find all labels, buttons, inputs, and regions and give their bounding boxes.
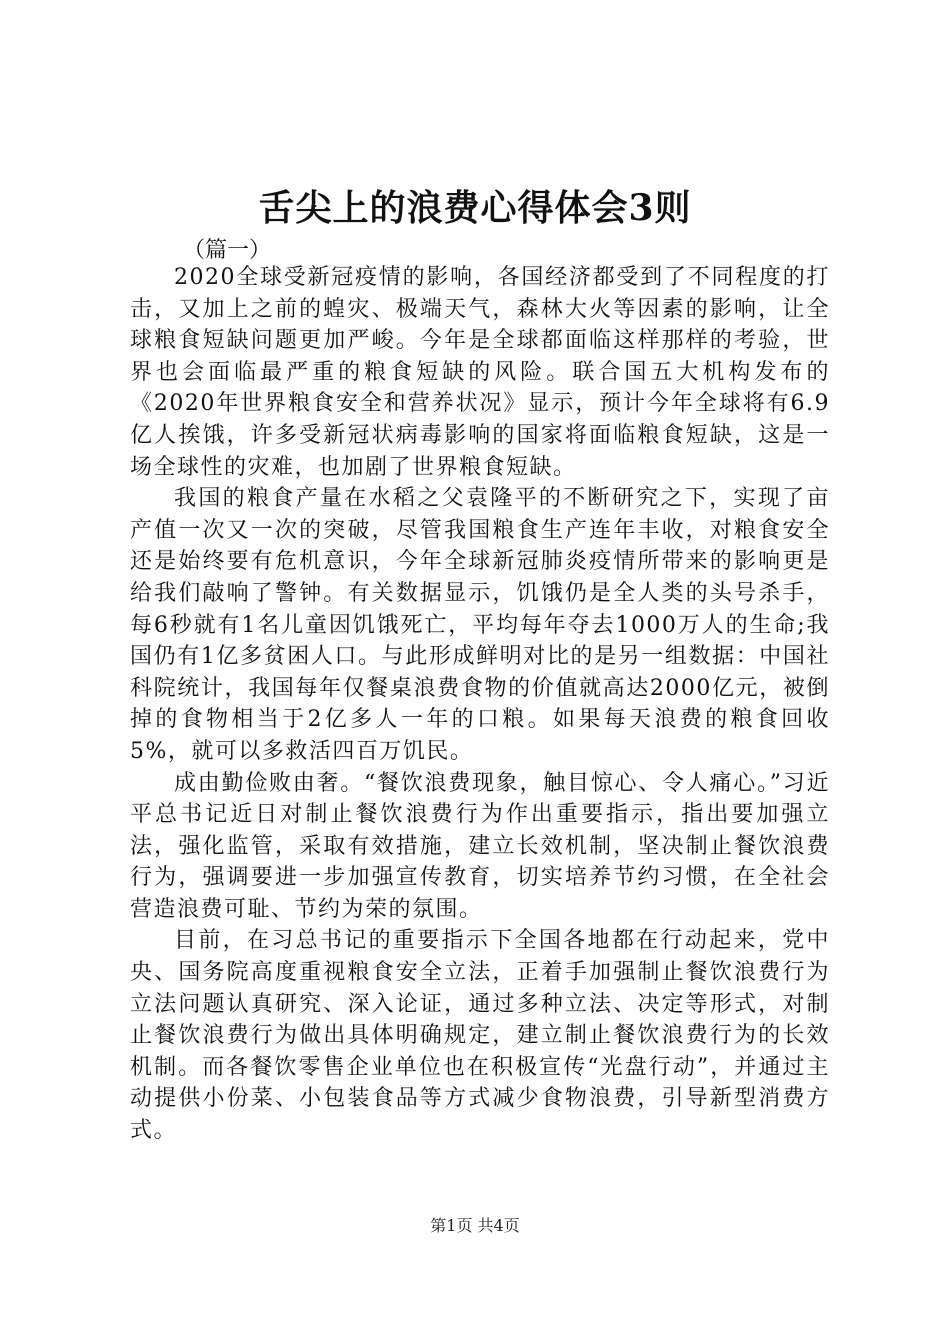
paragraph-2: 我国的粮食产量在水稻之父袁隆平的不断研究之下，实现了亩产值一次又一次的突破，尽管我国粮食生产连年丰收，对粮食安全还是始终要有危机意识，今年全球新冠肺炎疫情所带来的影响更是给我们敲响了警钟。有关数据显示，饥饿仍是全人类的头号杀手，每6秒就有1名儿童因饥饿死亡，平均每年夺去1000万人的生命;我国仍有1亿多贫困人口。与此形成鲜明对比的是另一组数据：中国社科院统计，我国每年仅餐桌浪费食物的价值就高达2000亿元，被倒掉的食物相当于2亿多人一年的口粮。如果每天浪费的粮食回收5%，就可以多救活四百万饥民。	[130, 486, 830, 764]
document-body	[130, 262, 830, 1147]
section-label: （篇一）	[183, 238, 272, 263]
paragraph-1: 2020全球受新冠疫情的影响，各国经济都受到了不同程度的打击，又加上之前的蝗灾、极端天气，森林大火等因素的影响，让全球粮食短缺问题更加严峻。今年是全球都面临这样那样的考验，世界也会面临最严重的粮食短缺的风险。联合国五大机构发布的《2020年世界粮食安全和营养状况》显示，预计今年全球将有6.9亿人挨饿，许多受新冠状病毒影响的国家将面临粮食短缺，这是一场全球性的灾难，也加剧了世界粮食短缺。	[130, 265, 830, 480]
paragraph-4: 目前，在习总书记的重要指示下全国各地都在行动起来，党中央、国务院高度重视粮食安全立法，正着手加强制止餐饮浪费行为立法问题认真研究、深入论证，通过多种立法、决定等形式，对制止餐饮浪费行为做出具体明确规定，建立制止餐饮浪费行为的长效机制。而各餐饮零售企业单位也在积极宣传“光盘行动”，并通过主动提供小份菜、小包装食品等方式减少食物浪费，引导新型消费方式。	[130, 928, 830, 1144]
document-title: 舌尖上的浪费心得体会3则	[258, 187, 692, 229]
page-footer: 第1页 共4页	[430, 1216, 520, 1235]
paragraph-3: 成由勤俭败由奢。“餐饮浪费现象，触目惊心、令人痛心。”习近平总书记近日对制止餐饮浪费行为作出重要指示，指出要加强立法，强化监管，采取有效措施，建立长效机制，坚决制止餐饮浪费行为，强调要进一步加强宣传教育，切实培养节约习惯，在全社会营造浪费可耻、节约为荣的氛围。	[130, 770, 830, 922]
